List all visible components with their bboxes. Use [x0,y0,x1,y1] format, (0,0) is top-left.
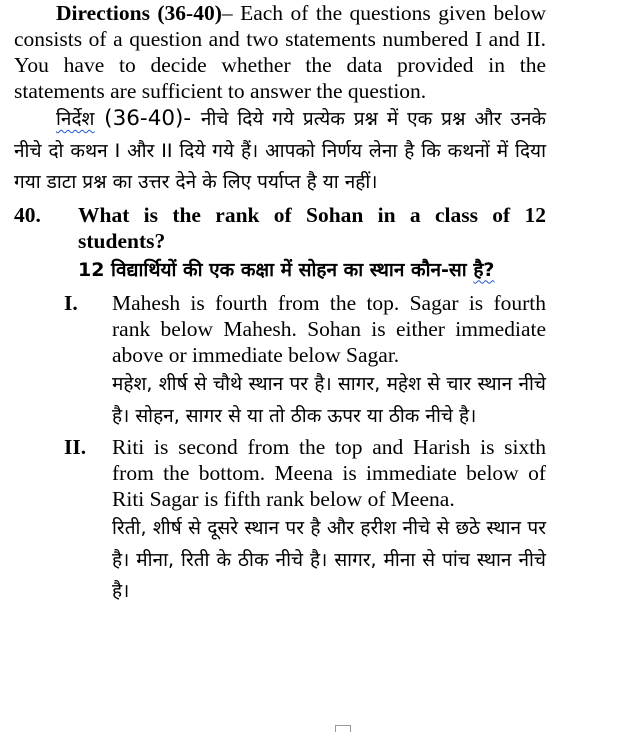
directions-hindi-text: नीचे दिये गये प्रत्येक प्रश्न में एक प्रश्न और उनके नीचे दो कथन I और II दिये गये हैं। आपको निर्णय लेना है कि कथनों में दिया गया डाटा प्रश्न का उत्तर देने के लिए पर्याप्त है या नहीं। [14,108,546,193]
directions-text: Each of the questions given below consists of a question and two statements numbered I and II. You have to decide whether the data provided in the statements are sufficient to answer the question. [14,1,546,103]
statement-1 [64,290,546,432]
question-text-hindi [78,255,546,287]
statement-1-hindi: महेश, शीर्ष से चौथे स्थान पर है। सागर, महेश से चार स्थान नीचे है। सोहन, सागर से या तो ठीक ऊपर या ठीक नीचे है। [112,373,546,427]
directions-english [14,0,546,104]
question-hindi-tail: है? [473,258,495,281]
question-block [14,202,546,287]
question-document [14,0,546,608]
statement-2-english: Riti is second from the top and Harish is sixth from the bottom. Meena is immediate below of Riti Sagar is fifth rank below of Meena. [112,435,546,511]
directions-dash: – [221,1,241,25]
statement-2-number: II. [64,435,87,459]
directions-hindi-label: निर्देश [56,108,95,130]
directions-hindi [14,104,546,199]
statement-1-english: Mahesh is fourth from the top. Sagar is fourth rank below Mahesh. Sohan is either immediate above or immediate below Sagar. [112,291,546,367]
directions-hindi-range: (36-40)- [94,106,201,131]
directions-label: Directions (36-40) [56,1,222,25]
question-number: 40. [14,202,41,227]
question-hindi-main: 12 विद्यार्थियों की एक कक्षा में सोहन का स्थान कौन-सा [78,258,474,281]
statement-1-number: I. [64,291,78,315]
statement-2 [64,434,546,608]
statement-2-hindi: रिती, शीर्ष से दूसरे स्थान पर है और हरीश नीचे से छठे स्थान पर है। मीना, रिती के ठीक नीचे है। सागर, मीना से पांच स्थान नीचे है। [112,517,546,602]
question-text-english: What is the rank of Sohan in a class of 12 students? [78,202,546,253]
